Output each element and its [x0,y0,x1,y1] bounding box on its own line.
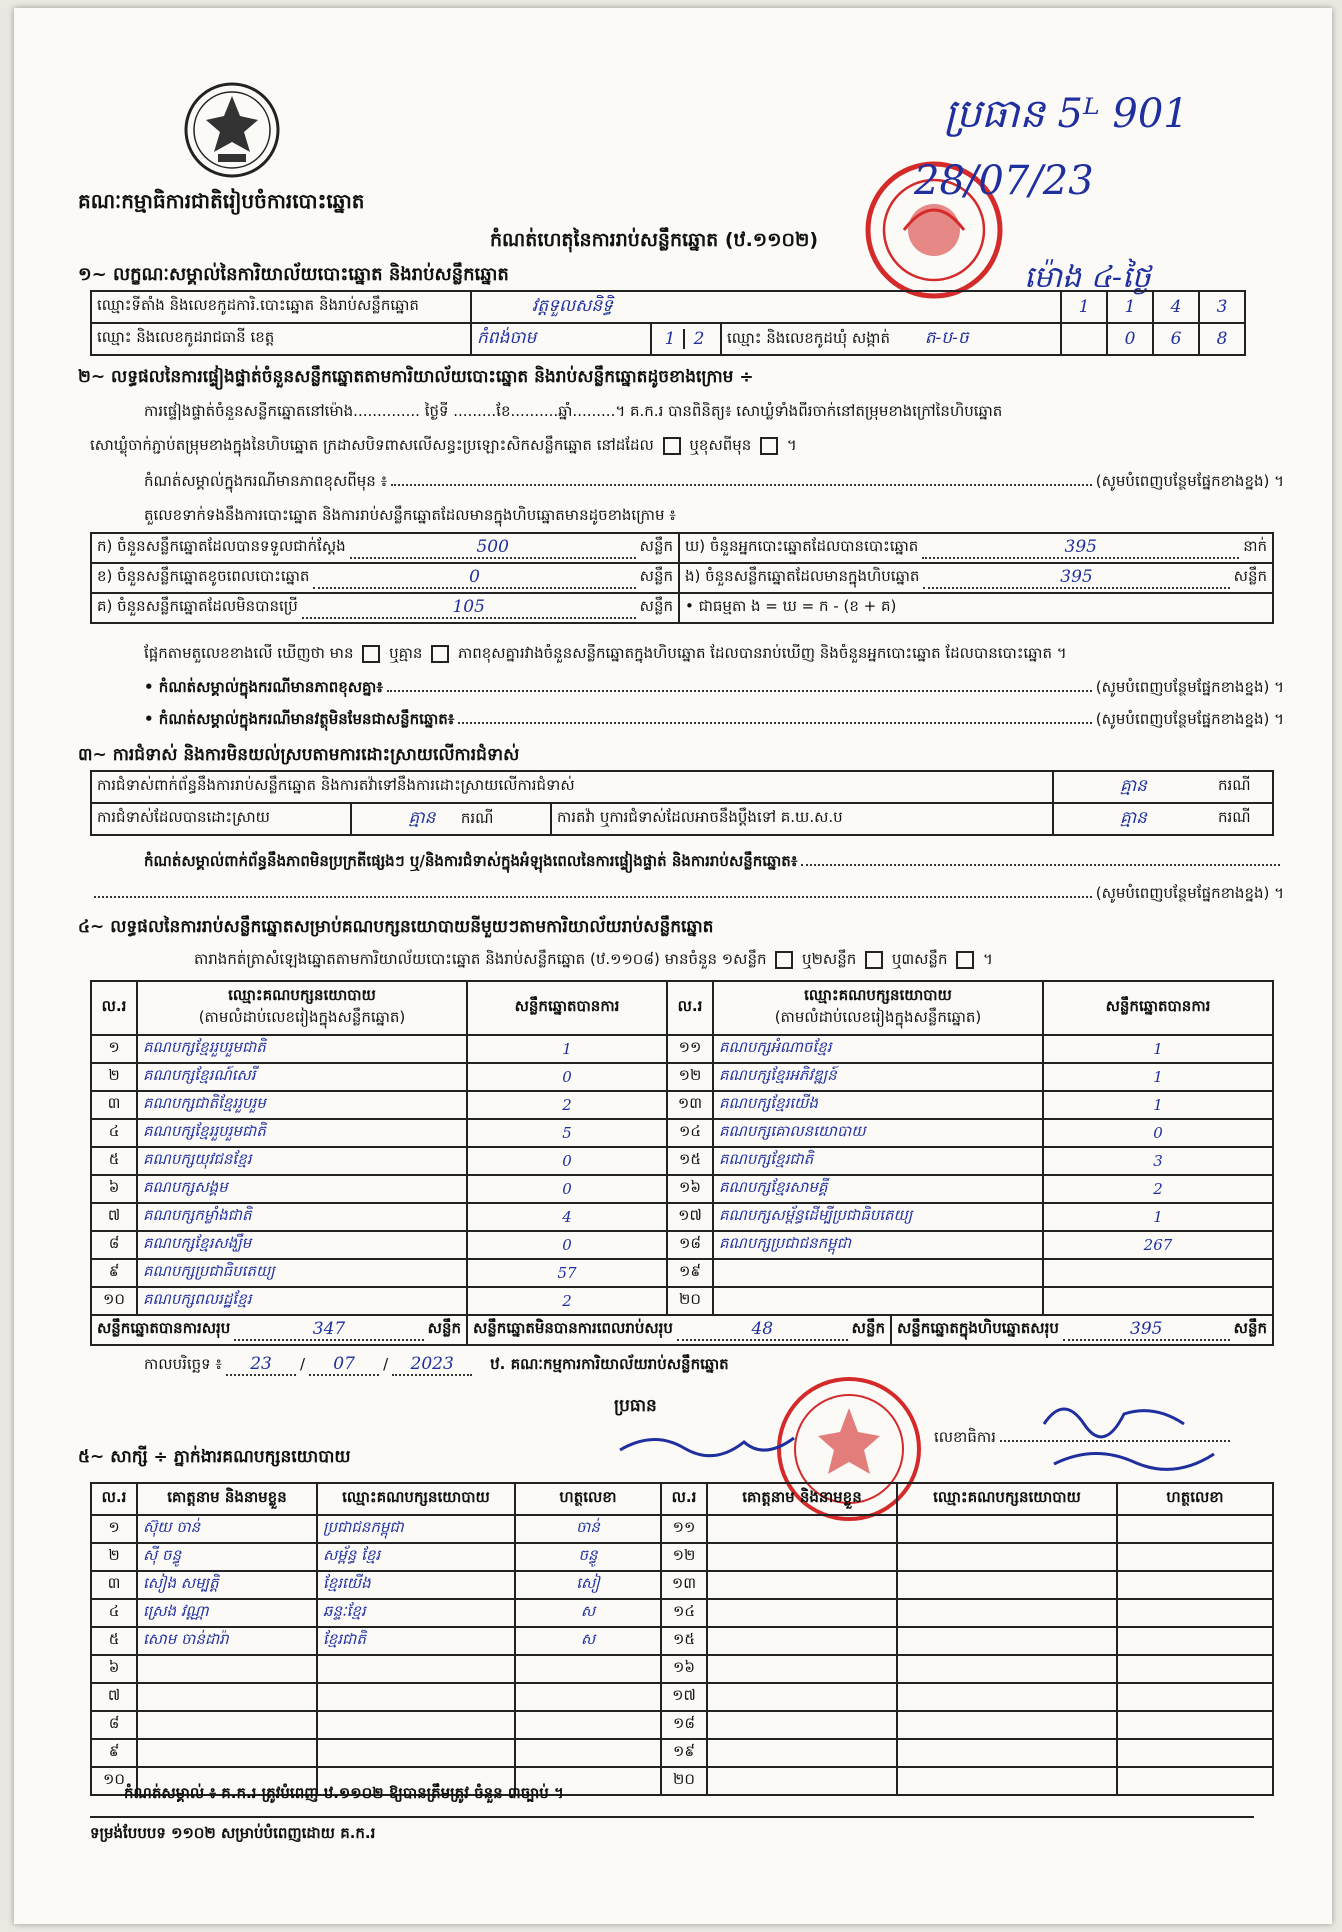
witness-no: ១៥ [661,1627,707,1655]
has-difference-checkbox[interactable] [362,645,380,663]
witness-party[interactable] [897,1627,1117,1655]
results-no: ១៨ [667,1231,713,1259]
committee-name: គណៈកម្មាធិការជាតិរៀបចំការបោះឆ្នោត [78,189,365,213]
irregularity-field-2[interactable] [94,884,1092,898]
witness-body [91,1515,1273,1795]
results-col-party-sub-right: (តាមលំដាប់លេខរៀងក្នុងសន្លឹកឆ្នោត) [774,1008,982,1026]
results-summary [90,1314,1274,1346]
province-code-2: 2 [693,329,705,349]
witness-col-party-left: ឈ្មោះគណបក្សនយោបាយ [317,1483,515,1515]
results-row [91,1175,1273,1203]
results-col-party-right: ឈ្មោះគណបក្សនយោបាយ [804,986,952,1004]
date-label: កាលបរិច្ឆេទ ៖ [144,1355,223,1373]
witness-no: ១០ [91,1767,137,1795]
stat-received-value: 500 [350,537,636,559]
stat-voters-label: ឃ) ចំនួនអ្នកបោះឆ្នោតដែលបានបោះឆ្នោត [685,537,919,555]
results-no: ១៤ [667,1119,713,1147]
stats-table [90,532,1274,624]
witness-signature [515,1711,661,1739]
results-votes: 0 [467,1175,667,1203]
witness-signature[interactable] [1117,1627,1273,1655]
witness-signature: ចន្ធូ [515,1543,661,1571]
results-party: គណបក្សខ្មែរជាតិ [713,1147,1043,1175]
results-row [91,1063,1273,1091]
stat-unused-unit: សន្លឹក [639,597,673,615]
witness-signature[interactable] [1117,1767,1273,1795]
results-no: ១៩ [667,1259,713,1287]
results-votes: 267 [1043,1231,1273,1259]
section3-heading: ៣~ ការជំទាស់ និងការមិនយល់ស្របតាមការដោះស្រាយលើការជំទាស់ [78,745,520,765]
witness-signature [515,1739,661,1767]
witness-no: ១៨ [661,1711,707,1739]
results-votes [1043,1259,1273,1287]
witness-name [137,1711,317,1739]
witness-name[interactable] [707,1543,897,1571]
witness-row [91,1627,1273,1655]
results-party: គណបក្សប្រជាជនកម្ពុជា [713,1231,1043,1259]
difference-bullet-field[interactable] [387,678,1092,692]
difference-bullet: • កំណត់សម្គាល់ក្នុងករណីមានភាពខុសគ្នា៖ [144,678,383,696]
witness-no: ៩ [91,1739,137,1767]
difference-note-field[interactable] [391,472,1092,486]
witness-signature: ស [515,1599,661,1627]
witness-name[interactable] [707,1683,897,1711]
witness-name[interactable] [707,1627,897,1655]
results-party: គណបក្សខ្មែរយើង [713,1091,1043,1119]
results-row [91,1147,1273,1175]
results-no: ៩ [91,1259,137,1287]
sum-invalid-value: 48 [677,1319,848,1341]
appeal-label: ការតវ៉ា ឬការជំទាស់ដែលអាចនឹងប្តឹងទៅ គ.ឃ.ស.ប [551,803,1053,835]
results-party: គណបក្សកម្លាំងជាតិ [137,1203,467,1231]
three-sheets-label: ឬ៣សន្លឹក [891,950,948,968]
handwritten-note-2: 28/07/23 [914,158,1094,204]
witness-signature [515,1655,661,1683]
witness-signature: ចាន់ [515,1515,661,1543]
witness-party[interactable] [897,1571,1117,1599]
irregularity-note: កំណត់សម្គាល់ពាក់ព័ន្ធនឹងភាពមិនប្រក្រតីផ្សេងៗ ឬ/និងការជំទាស់ក្នុងអំឡុងពេលនៃការផ្ទៀងផ្ទាត់ និងការរាប់សន្លឹកឆ្នោត៖ [144,852,798,870]
witness-party[interactable] [897,1515,1117,1543]
witness-col-name-right: គោត្តនាម និងនាមខ្លួន [707,1483,897,1515]
results-party [713,1287,1043,1315]
stat-voters-value: 395 [922,537,1239,559]
witness-col-sig-left: ហត្ថលេខា [515,1483,661,1515]
witness-name: ស៊ី ចន្ធូ [137,1543,317,1571]
witness-row [91,1515,1273,1543]
witness-name[interactable] [707,1655,897,1683]
footer-text: ទម្រង់បែបបទ ១១០២ សម្រាប់បំពេញដោយ គ.ក.រ [90,1824,376,1842]
results-votes: 0 [467,1147,667,1175]
witness-signature[interactable] [1117,1543,1273,1571]
results-col-party-sub-left: (តាមលំដាប់លេខរៀងក្នុងសន្លឹកឆ្នោត) [198,1008,406,1026]
results-body [91,1035,1273,1315]
province-code-1: 1 [657,329,685,349]
results-votes: 4 [467,1203,667,1231]
results-party: គណបក្សខ្មែរណ៍សេរី [137,1063,467,1091]
witness-no: ១៣ [661,1571,707,1599]
section1-heading: ១~ លក្ខណៈសម្គាល់នៃការិយាល័យបោះឆ្នោត និងរាប់សន្លឹកឆ្នោត [78,264,509,285]
results-votes: 0 [1043,1119,1273,1147]
witness-no: ១១ [661,1515,707,1543]
non-ballot-bullet: • កំណត់សម្គាល់ក្នុងករណីមានវត្ថុមិនមែនជាសន្លឹកឆ្នោត៖ [144,710,455,728]
witness-no: ១ [91,1515,137,1543]
results-votes: 1 [1043,1091,1273,1119]
witness-party [317,1711,515,1739]
location-label: ឈ្មោះទីតាំង និងលេខកូដការិ.បោះឆ្នោត និងរាប់សន្លឹកឆ្នោត [91,291,471,323]
no-difference-checkbox[interactable] [431,645,449,663]
handwritten-note-1: ប្រធាន 5ᴸ 901 [944,91,1189,137]
date-year: 2023 [392,1354,472,1376]
three-sheets-checkbox[interactable] [956,951,974,969]
witness-no: ៨ [91,1711,137,1739]
difference-note-label: កំណត់សម្គាល់ក្នុងករណីមានភាពខុសពីមុន ៖ [144,472,388,490]
witness-col-no-left: ល.រ [91,1483,137,1515]
results-party: គណបក្សខ្មែរសាមគ្គី [713,1175,1043,1203]
section2-para2: សោឃ្លុំចាក់ភ្ជាប់តម្រុមខាងក្នុងនៃហិបឆ្នោត ក្រដាសបិទពាសលើសន្ធះប្រឡោះសិកសន្លឹកឆ្នោត នៅដដែល [90,436,654,454]
stat-spoiled-value: 0 [313,567,635,589]
commune-code-1: 0 [1107,323,1153,355]
witness-row [91,1543,1273,1571]
tally-intro: តារាងកត់ត្រាសំឡេងឆ្នោតតាមការិយាល័យបោះឆ្នោត និងរាប់សន្លឹកឆ្នោត (ឋ.១១០៨) មានចំនួន ១សន្លឹក [194,950,767,968]
results-party: គណបក្សសម្ព័ន្ធដើម្បីប្រជាធិបតេយ្យ [713,1203,1043,1231]
witness-signature[interactable] [1117,1683,1273,1711]
witness-name[interactable] [707,1739,897,1767]
secretary-label: លេខាធិការ [934,1428,996,1446]
location-code-2: 1 [1107,291,1153,323]
results-col-no-right: ល.រ [667,981,713,1035]
sum-total-value: 395 [1063,1319,1230,1341]
witness-signature[interactable] [1117,1711,1273,1739]
witness-name[interactable] [707,1767,897,1795]
two-sheets-checkbox[interactable] [865,951,883,969]
form-title: កំណត់ហេតុនៃការរាប់សន្លឹកឆ្នោត (ឋ.១១០២) [490,229,819,251]
results-party: គណបក្សជាតិខ្មែររួបរួម [137,1091,467,1119]
handwritten-note-3: ម៉ោង ៤-ថ្ងៃ [1024,260,1151,295]
section5-heading: ៥~ សាក្សី ÷ ភ្នាក់ងារគណបក្សនយោបាយ [78,1447,351,1467]
results-no: ២ [91,1063,137,1091]
stat-spoiled-label: ខ) ចំនួនសន្លឹកឆ្នោតខូចពេលបោះឆ្នោត [97,567,310,585]
results-votes: 2 [467,1287,667,1315]
stat-inbox-label: ង) ចំនួនសន្លឹកឆ្នោតដែលមានក្នុងហិបឆ្នោត [685,567,920,585]
resolved-label: ការជំទាស់ដែលបានដោះស្រាយ [91,803,351,835]
results-col-votes-left: សន្លឹកឆ្នោតបានការ [467,981,667,1035]
witness-no: ១៧ [661,1683,707,1711]
appeal-value: គ្មាន [1053,803,1213,835]
results-col-no-left: ល.រ [91,981,137,1035]
witness-name: សៀង សម្បត្តិ [137,1571,317,1599]
results-votes: 1 [1043,1035,1273,1063]
results-party: គណបក្សអំណាចខ្មែរ [713,1035,1043,1063]
witness-name[interactable] [707,1571,897,1599]
results-party: គណបក្សខ្មែរអភិវឌ្ឍន៍ [713,1063,1043,1091]
section4-heading: ៤~ លទ្ធផលនៃការរាប់សន្លឹកឆ្នោតសម្រាប់គណបក្សនយោបាយនីមួយៗតាមការិយាល័យរាប់សន្លឹកឆ្នោត [78,917,714,937]
commune-label: ឈ្មោះ និងលេខកូដឃុំ សង្កាត់ [727,328,890,347]
stat-inbox-unit: សន្លឹក [1233,567,1267,585]
results-party: គណបក្សពលរដ្ឋខ្មែរ [137,1287,467,1315]
witness-party [317,1739,515,1767]
witness-signature[interactable] [1117,1599,1273,1627]
stat-formula: • ជាធម្មតា ង = ឃ = ក - (ខ + គ) [679,593,1273,623]
witness-note: កំណត់សម្គាល់ ៖ គ.ក.រ ត្រូវបំពេញ ឋ.១១០២ ឱ្យបានត្រឹមត្រូវ ចំនួន ៣ច្បាប់ ។ [124,1784,564,1802]
results-votes [1043,1287,1273,1315]
compare-text: ផ្អែកតាមតួលេខខាងលើ ឃើញថា មាន [144,644,354,662]
witness-signature[interactable] [1117,1515,1273,1543]
results-votes: 57 [467,1259,667,1287]
section2-para1: ការផ្ទៀងផ្ទាត់ចំនួនសន្លឹកឆ្នោតនៅម៉ោង.............. ថ្ងៃទី .........ខែ..........ឆ្នាំ.........។ គ.ក.រ បានពិនិត្យ៖ សោឃ្លុំទាំងពីរចាក់នៅតម្រុមខាងក្រៅនៃហិបឆ្នោត [144,402,1003,420]
appeal-unit: ករណី [1213,803,1273,835]
stat-voters-unit: នាក់ [1243,537,1267,555]
resolved-unit: ករណី [460,808,494,827]
witness-name[interactable] [707,1599,897,1627]
results-no: ១៦ [667,1175,713,1203]
sum-invalid-label: សន្លឹកឆ្នោតមិនបានការពេលរាប់សរុប [473,1319,673,1337]
sum-valid-value: 347 [234,1319,423,1341]
witness-party[interactable] [897,1767,1117,1795]
results-col-votes-right: សន្លឹកឆ្នោតបានការ [1043,981,1273,1035]
witness-party: ឆន្ទៈខ្មែរ [317,1599,515,1627]
results-row [91,1203,1273,1231]
results-votes: 1 [1043,1063,1273,1091]
committee-sign-label: ឋ. គណៈកម្មការការិយាល័យរាប់សន្លឹកឆ្នោត [490,1355,729,1373]
fill-more-2: (សូមបំពេញបន្ថែមផ្នែកខាងខ្នង) ។ [1095,678,1284,696]
section1-table [90,290,1246,356]
form-sheet: គណៈកម្មាធិការជាតិរៀបចំការបោះឆ្នោត ប្រធាន 5ᴸ 901 28/07/23 ម៉ោង ៤-ថ្ងៃ កំណត់ហេតុនៃការរាប់សន្លឹកឆ្នោត (ឋ.១១០២) ១~ លក្ខណៈសម្គាល់នៃការិយាល័យបោះឆ្នោត និងរាប់សន្លឹកឆ្នោត ឈ្មោះទីតាំង និងលេខកូដការិ.បោះឆ្នោត និងរាប់សន្លឹកឆ្នោត វត្តទួលសនិទ្ធិ 1 1 4 3 ឈ្មោះ និងលេខកូដរាជធានី ខេត្ត កំពង់ចាម 1 2 ឈ្មោះ និងលេខកូដឃុំ សង្កាត់ ត-ប-ច 0 6 8 ២~ លទ្ធផលនៃការផ្ទៀងផ្ទាត់ចំនួនសន្លឹកឆ្នោតតាមការិយាល័យបោះឆ្នោត និងរាប់សន្លឹកឆ្នោតដូចខាងក្រោម ÷ ការផ្ទៀងផ្ទាត់ចំនួនសន្លឹកឆ្នោតនៅម៉ោង.............. ថ្ងៃទី .........ខែ..........ឆ្នាំ.........។ គ.ក.រ បានពិនិត្យ៖ សោឃ្លុំទាំងពីរចាក់នៅតម្រុមខាងក្រៅនៃហិបឆ្នោត សោឃ្លុំចាក់ភ្ជាប់តម្រុមខាងក្នុងនៃហិបឆ្នោត ក្រដាសបិទពាសលើសន្ធះប្រឡោះសិកសន្លឹកឆ្នោត នៅដដែល ឬខុសពីមុន ។ កំណត់សម្គាល់ក្នុងករណីមានភាពខុសពីមុន ៖ (សូមបំពេញបន្ថែមផ្នែកខាងខ្នង) ។ តួលេខទាក់ទងនឹងការបោះឆ្នោត និងការរាប់សន្លឹកឆ្នោតដែលមានក្នុងហិបឆ្នោតមានដូចខាងក្រោម ៖ ក) ចំនួនសន្លឹកឆ្នោតដែលបានទទួលជាក់ស្តែង 500 សន្លឹក ឃ) ចំនួនអ្នកបោះឆ្នោតដែលបានបោះឆ្នោត 395 នាក់ ខ) ចំនួនសន្លឹកឆ្នោតខូចពេលបោះឆ្នោត 0 សន្លឹក ង) ចំនួនសន្លឹកឆ្នោតដែលមានក្នុងហិបឆ្នោត 395 សន្លឹក គ) ចំនួនសន្លឹកឆ្នោតដែលមិនបានប្រើ 105 សន្លឹក • ជាធម្មតា ង = ឃ = ក - (ខ + គ) ផ្អែកតាមតួលេខខាងលើ ឃើញថា មាន ឬគ្មាន ភាពខុសគ្នារវាងចំនួនសន្លឹកឆ្នោតក្នុងហិបឆ្នោត ដែលបានរាប់ឃើញ និងចំនួនអ្នកបោះឆ្នោត ដែលបានបោះឆ្នោត ។ • កំណត់សម្គាល់ក្នុងករណីមានភាពខុសគ្នា៖ (សូមបំពេញបន្ថែមផ្នែកខាងខ្នង) ។ • កំណត់សម្គាល់ក្នុងករណីមានវត្ថុមិនមែនជាសន្លឹកឆ្នោត៖ (សូមបំពេញបន្ថែមផ្នែកខាងខ្នង) ។ ៣~ ការជំទាស់ និងការមិនយល់ស្របតាមការដោះស្រាយលើការជំទាស់ ការជំទាស់ពាក់ព័ន្ធនឹងការរាប់សន្លឹកឆ្នោត និងការតវ៉ាទៅនឹងការដោះស្រាយលើការជំទាស់ គ្មាន ករណី ការជំទាស់ដែលបានដោះស្រាយ គ្មាន ករណី ការតវ៉ា ឬការជំទាស់ដែលអាចនឹងប្តឹងទៅ គ.ឃ.ស.ប គ្មាន ករណី កំណត់សម្គាល់ពាក់ព័ន្ធនឹងភាពមិនប្រក្រតីផ្សេងៗ ឬ/និងការជំទាស់ក្នុងអំឡុងពេលនៃការផ្ទៀងផ្ទាត់ និងការរាប់សន្លឹកឆ្នោត៖ (សូមបំពេញបន្ថែមផ្នែកខាងខ្នង) ។ ៤~ លទ្ធផលនៃការរាប់សន្លឹកឆ្នោតសម្រាប់គណបក្សនយោបាយនីមួយៗតាមការិយាល័យរាប់សន្លឹកឆ្នោត តារាងកត់ត្រាសំឡេងឆ្នោតតាមការិយាល័យបោះឆ្នោត និងរាប់សន្លឹកឆ្នោត (ឋ.១១០៨) មានចំនួន ១សន្លឹក ឬ២សន្លឹក ឬ៣សន្លឹក ។ ល.រ ឈ្មោះគណបក្សនយោបាយ (តាមលំដាប់លេខរៀងក្នុងសន្លឹកឆ្នោត) សន្លឹកឆ្នោតបានការ ល.រ ឈ្មោះគណបក្សនយោបាយ (តាមលំដាប់លេខរៀងក្នុងសន្លឹកឆ្នោត) សន្លឹកឆ្នោតបានការ ១ គណបក្សខ្មែររួបរួមជាតិ 1 ១១ គណបក្សអំណាចខ្មែរ 1 ២ គណបក្សខ្មែរណ៍សេរី 0 ១២ គណបក្សខ្មែរអភិវឌ្ឍន៍ 1 ៣ គណបក្សជាតិខ្មែររួបរួម 2 ១៣ គណបក្សខ្មែរយើង 1 ៤ គណបក្សខ្មែររួបរួមជាតិ 5 ១៤ គណបក្សគោលនយោបាយ 0 ៥ គណបក្សយុវជនខ្មែរ 0 ១៥ គណបក្សខ្មែរជាតិ 3 ៦ គណបក្សសង្គម 0 ១៦ គណបក្សខ្មែរសាមគ្គី 2 ៧ គណបក្សកម្លាំងជាតិ 4 ១៧ គណបក្សសម្ព័ន្ធដើម្បីប្រជាធិបតេយ្យ 1 ៨ គណបក្សខ្មែរសង្ឃឹម 0 ១៨ គណបក្សប្រជាជនកម្ពុជា 267 ៩ គណបក្សប្រជាធិបតេយ្យ 57 ១៩ ១០ គណបក្សពលរដ្ឋខ្មែរ 2 ២០ សន្លឹកឆ្នោតបានការសរុប 347 សន្លឹក សន្លឹកឆ្នោតមិនបានការពេលរាប់សរុប 48 សន្លឹក សន្លឹកឆ្នោតក្នុងហិបឆ្នោតសរុប 395 សន្លឹក កាលបរិច្ឆេទ ៖ 23 / 07 / 2023 ឋ. គណៈកម្មការការិយាល័យរាប់សន្លឹកឆ្នោត ប្រធាន លេខាធិការ ៥~ សាក្សី ÷ ភ្នាក់ងារគណបក្សនយោបាយ ល.រ គោត្តនាម និងនាមខ្លួន ឈ្មោះគណបក្សនយោបាយ ហត្ថលេខា ល.រ គោត្តនាម និងនាមខ្លួន ឈ្មោះគណបក្សនយោបាយ ហត្ថលេខា ១ ស៊ុយ ចាន់ ប្រជាជនកម្ពុជា ចាន់ ១១ ២ ស៊ី ចន្ធូ សម្ព័ន្ធ ខ្មែរ ចន្ធូ ១២ ៣ សៀង សម្បត្តិ ខ្មែរយើង សៀ ១៣ ៤ ស្រេង វណ្ណា ឆន្ទៈខ្មែរ ស ១៤ ៥ សោម ចាន់ដារ៉ា ខ្មែរជាតិ ស ១៥ ៦ ១៦ ៧ ១៧ ៨ ១៨ ៩ ១៩ ១០ ២០ កំណត់សម្គាល់ ៖ គ.ក.រ ត្រូវបំពេញ ឋ.១១០២ ឱ្យបានត្រឹមត្រូវ ចំនួន ៣ច្បាប់ ។ ទម្រង់បែបបទ ១១០២ សម្រាប់បំពេញដោយ គ.ក.រ [14,8,1332,1924]
witness-name: ស្រេង វណ្ណា [137,1599,317,1627]
witness-no: ៧ [91,1683,137,1711]
witness-row [91,1739,1273,1767]
witness-party[interactable] [897,1739,1117,1767]
results-party [713,1259,1043,1287]
results-no: ៤ [91,1119,137,1147]
results-party: គណបក្សសង្គម [137,1175,467,1203]
witness-party[interactable] [897,1683,1117,1711]
stat-inbox-value: 395 [923,567,1229,589]
results-party: គណបក្សខ្មែររួបរួមជាតិ [137,1035,467,1063]
results-party: គណបក្សខ្មែររួបរួមជាតិ [137,1119,467,1147]
commune-code-3: 8 [1199,323,1245,355]
witness-no: ៦ [91,1655,137,1683]
location-code-3: 4 [1153,291,1199,323]
witness-no: ២០ [661,1767,707,1795]
witness-party: ខ្មែរយើង [317,1571,515,1599]
witness-party: សម្ព័ន្ធ ខ្មែរ [317,1543,515,1571]
location-code-1: 1 [1061,291,1107,323]
results-votes: 2 [467,1091,667,1119]
witness-row [91,1711,1273,1739]
witness-party: ខ្មែរជាតិ [317,1627,515,1655]
resolved-value: គ្មាន [408,807,436,828]
sum-valid-label: សន្លឹកឆ្នោតបានការសរុប [97,1319,231,1337]
secretary-signature [1034,1384,1234,1484]
no-difference-label: ឬគ្មាន [389,644,423,662]
witness-row [91,1683,1273,1711]
location-value: វត្តទួលសនិទ្ធិ [471,291,1061,323]
witness-col-name-left: គោត្តនាម និងនាមខ្លួន [137,1483,317,1515]
witness-signature [515,1683,661,1711]
results-no: ១២ [667,1063,713,1091]
results-votes: 0 [467,1063,667,1091]
witness-party [317,1655,515,1683]
sum-valid-unit: សន្លឹក [427,1319,461,1337]
results-votes: 0 [467,1231,667,1259]
results-votes: 1 [467,1035,667,1063]
results-row [91,1259,1273,1287]
results-no: ១៧ [667,1203,713,1231]
sum-total-unit: សន្លឹក [1233,1319,1267,1337]
witness-party[interactable] [897,1599,1117,1627]
results-no: ៨ [91,1231,137,1259]
one-sheet-checkbox[interactable] [775,951,793,969]
sum-invalid-unit: សន្លឹក [851,1319,885,1337]
results-no: ១៣ [667,1091,713,1119]
results-row [91,1287,1273,1315]
complaint-unit: ករណី [1213,771,1273,803]
results-no: ១៥ [667,1147,713,1175]
date-day: 23 [226,1354,296,1376]
different-checkbox[interactable] [760,437,778,455]
commune-code-2: 6 [1153,323,1199,355]
chair-signature [614,1420,834,1470]
witness-name[interactable] [707,1711,897,1739]
witness-no: ៥ [91,1627,137,1655]
province-value: កំពង់ចាម [477,327,537,348]
witness-name: ស៊ុយ ចាន់ [137,1515,317,1543]
witness-name [137,1739,317,1767]
section2-heading: ២~ លទ្ធផលនៃការផ្ទៀងផ្ទាត់ចំនួនសន្លឹកឆ្នោតតាមការិយាល័យបោះឆ្នោត និងរាប់សន្លឹកឆ្នោតដូចខាងក្រោម ÷ [78,367,754,387]
witness-party[interactable] [897,1655,1117,1683]
witness-party: ប្រជាជនកម្ពុជា [317,1515,515,1543]
results-votes: 3 [1043,1147,1273,1175]
stats-intro: តួលេខទាក់ទងនឹងការបោះឆ្នោត និងការរាប់សន្លឹកឆ្នោតដែលមានក្នុងហិបឆ្នោតមានដូចខាងក្រោម ៖ [144,506,676,524]
witness-signature[interactable] [1117,1655,1273,1683]
witness-table [90,1482,1274,1796]
witness-col-no-right: ល.រ [661,1483,707,1515]
witness-col-sig-right: ហត្ថលេខា [1117,1483,1273,1515]
witness-no: ១៤ [661,1599,707,1627]
stat-received-unit: សន្លឹក [639,537,673,555]
witness-no: ៣ [91,1571,137,1599]
witness-no: ២ [91,1543,137,1571]
section3-table [90,770,1274,836]
results-no: ២០ [667,1287,713,1315]
irregularity-field[interactable] [801,852,1280,866]
fill-more-1: (សូមបំពេញបន្ថែមផ្នែកខាងខ្នង) ។ [1095,472,1284,490]
complaint-label: ការជំទាស់ពាក់ព័ន្ធនឹងការរាប់សន្លឹកឆ្នោត និងការតវ៉ាទៅនឹងការដោះស្រាយលើការជំទាស់ [91,771,1053,803]
non-ballot-field[interactable] [458,710,1091,724]
nec-emblem [182,80,282,180]
witness-no: ១២ [661,1543,707,1571]
stat-received-label: ក) ចំនួនសន្លឹកឆ្នោតដែលបានទទួលជាក់ស្តែង [97,537,346,555]
witness-party[interactable] [897,1711,1117,1739]
compare-rest: ភាពខុសគ្នារវាងចំនួនសន្លឹកឆ្នោតក្នុងហិបឆ្នោត ដែលបានរាប់ឃើញ និងចំនួនអ្នកបោះឆ្នោត ដែលបានបោះឆ្នោត ។ [457,644,1067,662]
witness-no: ៤ [91,1599,137,1627]
fill-more-4: (សូមបំពេញបន្ថែមផ្នែកខាងខ្នង) ។ [1095,884,1284,902]
stat-unused-label: គ) ចំនួនសន្លឹកឆ្នោតដែលមិនបានប្រើ [97,597,298,615]
two-sheets-label: ឬ២សន្លឹក [802,950,857,968]
fill-more-3: (សូមបំពេញបន្ថែមផ្នែកខាងខ្នង) ។ [1095,710,1284,728]
witness-name [137,1683,317,1711]
witness-row [91,1655,1273,1683]
results-party: គណបក្សគោលនយោបាយ [713,1119,1043,1147]
witness-party[interactable] [897,1543,1117,1571]
results-party: គណបក្សខ្មែរសង្ឃឹម [137,1231,467,1259]
different-label: ឬខុសពីមុន [689,436,752,454]
witness-party [317,1683,515,1711]
witness-col-party-right: ឈ្មោះគណបក្សនយោបាយ [897,1483,1117,1515]
results-no: ៥ [91,1147,137,1175]
results-row [91,1231,1273,1259]
witness-no: ១៦ [661,1655,707,1683]
results-no: ១ [91,1035,137,1063]
chair-label: ប្រធាន [614,1396,657,1416]
complaint-value: គ្មាន [1053,771,1213,803]
results-votes: 5 [467,1119,667,1147]
results-votes: 1 [1043,1203,1273,1231]
witness-name[interactable] [707,1515,897,1543]
results-row [91,1119,1273,1147]
results-no: ១០ [91,1287,137,1315]
witness-no: ១៩ [661,1739,707,1767]
results-no: ៣ [91,1091,137,1119]
witness-signature[interactable] [1117,1571,1273,1599]
province-label: ឈ្មោះ និងលេខកូដរាជធានី ខេត្ត [91,323,471,355]
results-no: ៧ [91,1203,137,1231]
stat-unused-value: 105 [302,597,636,619]
results-row [91,1035,1273,1063]
results-col-party-left: ឈ្មោះគណបក្សនយោបាយ [228,986,376,1004]
footer-divider [90,1816,1254,1818]
stat-spoiled-unit: សន្លឹក [639,567,673,585]
results-row [91,1091,1273,1119]
same-checkbox[interactable] [663,437,681,455]
results-table [90,980,1274,1316]
witness-name: សោម ចាន់ដារ៉ា [137,1627,317,1655]
witness-signature: ស [515,1627,661,1655]
witness-row [91,1599,1273,1627]
location-code-4: 3 [1199,291,1245,323]
witness-name [137,1655,317,1683]
results-votes: 2 [1043,1175,1273,1203]
results-no: ១១ [667,1035,713,1063]
sum-total-label: សន្លឹកឆ្នោតក្នុងហិបឆ្នោតសរុប [897,1319,1059,1337]
results-party: គណបក្សយុវជនខ្មែរ [137,1147,467,1175]
witness-row [91,1571,1273,1599]
date-month: 07 [309,1354,379,1376]
commune-value: ត-ប-ច [924,327,969,348]
results-no: ៦ [91,1175,137,1203]
witness-signature: សៀ [515,1571,661,1599]
results-party: គណបក្សប្រជាធិបតេយ្យ [137,1259,467,1287]
witness-signature[interactable] [1117,1739,1273,1767]
